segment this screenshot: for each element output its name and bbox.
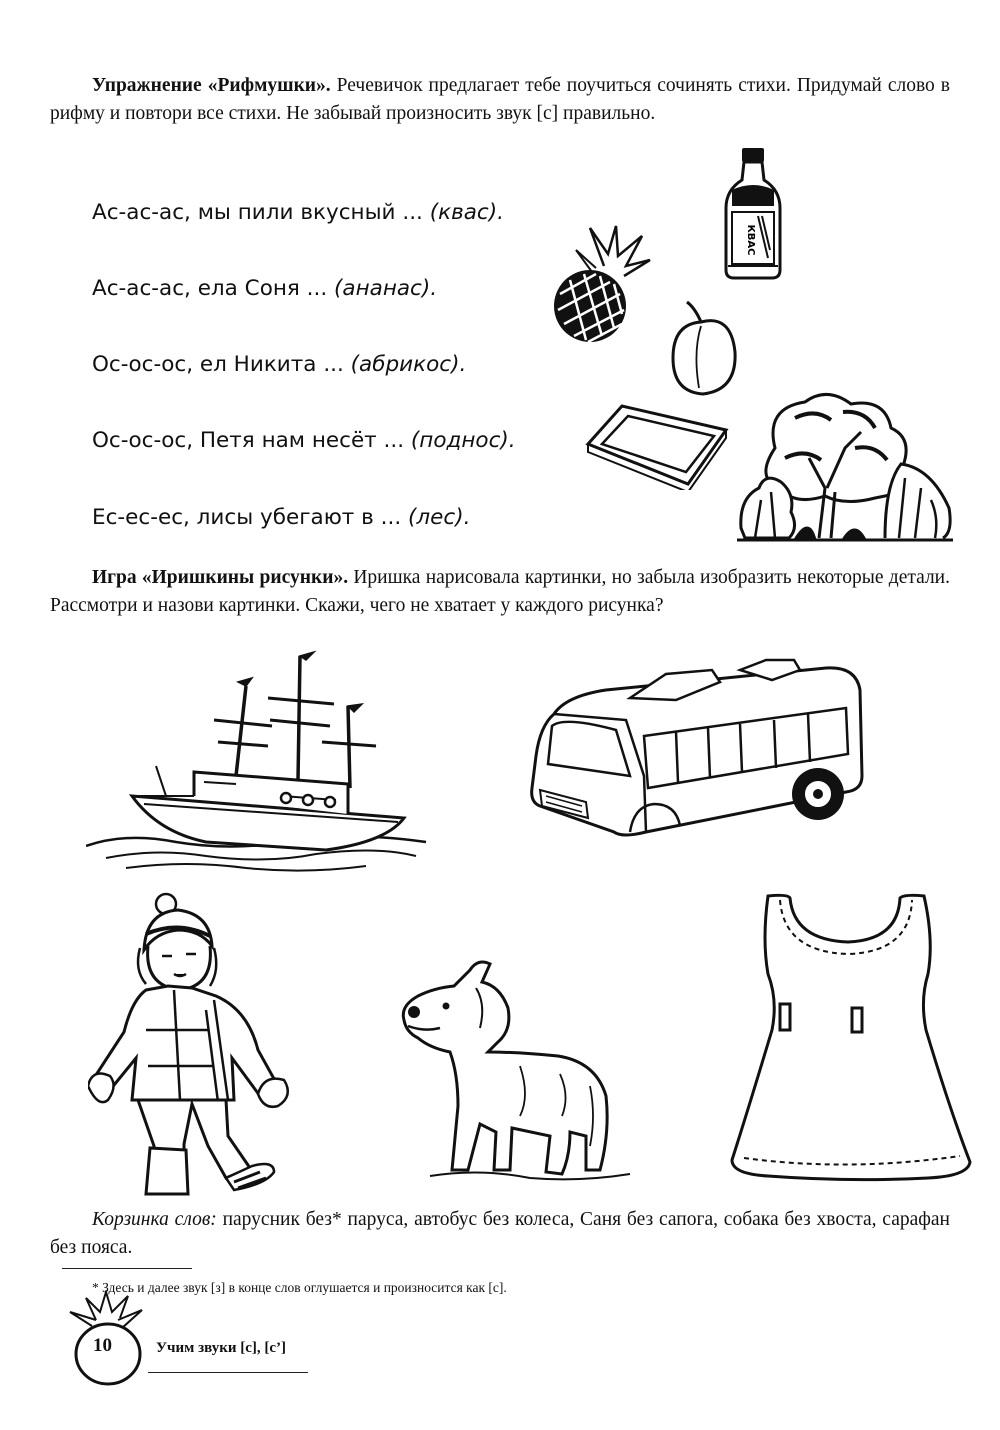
game-paragraph <box>50 564 950 620</box>
forest-illustration <box>735 388 955 544</box>
word-basket-label: Корзинка слов: <box>92 1209 217 1230</box>
rhyme-text: Ас-ас-ас, мы пили вкусный ... <box>92 200 423 225</box>
rhyme-text: Ас-ас-ас, ела Соня ... <box>92 276 328 301</box>
rhyme-text: Ос-ос-ос, Петя нам несёт ... <box>92 428 405 453</box>
rhyme-text: Ес-ес-ес, лисы убегают в ... <box>92 505 402 530</box>
rhyme-line <box>92 352 466 377</box>
rhyme-answer: (ананас). <box>334 276 438 301</box>
rhyme-line <box>92 505 470 530</box>
footnote-divider <box>62 1268 192 1269</box>
word-basket-text: парусник без* паруса, автобус без колеса, Саня без сапога, собака без хвоста, сарафан без пояса. <box>50 1209 950 1258</box>
kvass-bottle-illustration <box>718 146 788 280</box>
sailboat-illustration <box>86 646 436 876</box>
exercise-title: Упражнение «Рифмушки». <box>92 75 331 96</box>
bottle-label: КВАС <box>745 224 756 256</box>
footnote: * Здесь и далее звук [з] в конце слов оглушается и произносится как [с]. <box>92 1280 507 1295</box>
rhyme-line <box>92 276 437 301</box>
bus-illustration <box>526 656 876 856</box>
word-basket-paragraph <box>50 1206 950 1262</box>
running-head-rule <box>148 1372 308 1373</box>
rhyme-answer: (абрикос). <box>350 352 467 377</box>
rhyme-line <box>92 200 504 225</box>
dog-illustration <box>400 956 640 1190</box>
game-title: Игра «Иришкины рисунки». <box>92 567 349 588</box>
page-number: 10 <box>93 1335 112 1356</box>
rhyme-text: Ос-ос-ос, ел Никита ... <box>92 352 344 377</box>
tray-illustration <box>584 400 730 490</box>
rhyme-answer: (поднос). <box>410 428 516 453</box>
running-head: Учим звуки [с], [с’] <box>156 1340 287 1356</box>
rhyme-answer: (квас). <box>429 200 504 225</box>
pineapple-illustration <box>546 224 656 346</box>
exercise-text: Речевичок предлагает тебе поучиться сочинять стихи. Придумай слово в рифму и повтори все стихи. Не забывай произносить звук [с] правильно. <box>50 75 950 124</box>
boy-illustration <box>88 890 298 1202</box>
game-text: Иришка нарисовала картинки, но забыла изобразить некоторые детали. Рассмотри и назови картинки. Скажи, чего не хватает у каждого рисунка? <box>50 567 950 616</box>
rhyme-answer: (лес). <box>408 505 471 530</box>
sundress-illustration <box>728 890 974 1182</box>
rhyme-line <box>92 428 516 453</box>
apricot-illustration <box>665 300 745 398</box>
exercise-paragraph <box>50 72 950 128</box>
